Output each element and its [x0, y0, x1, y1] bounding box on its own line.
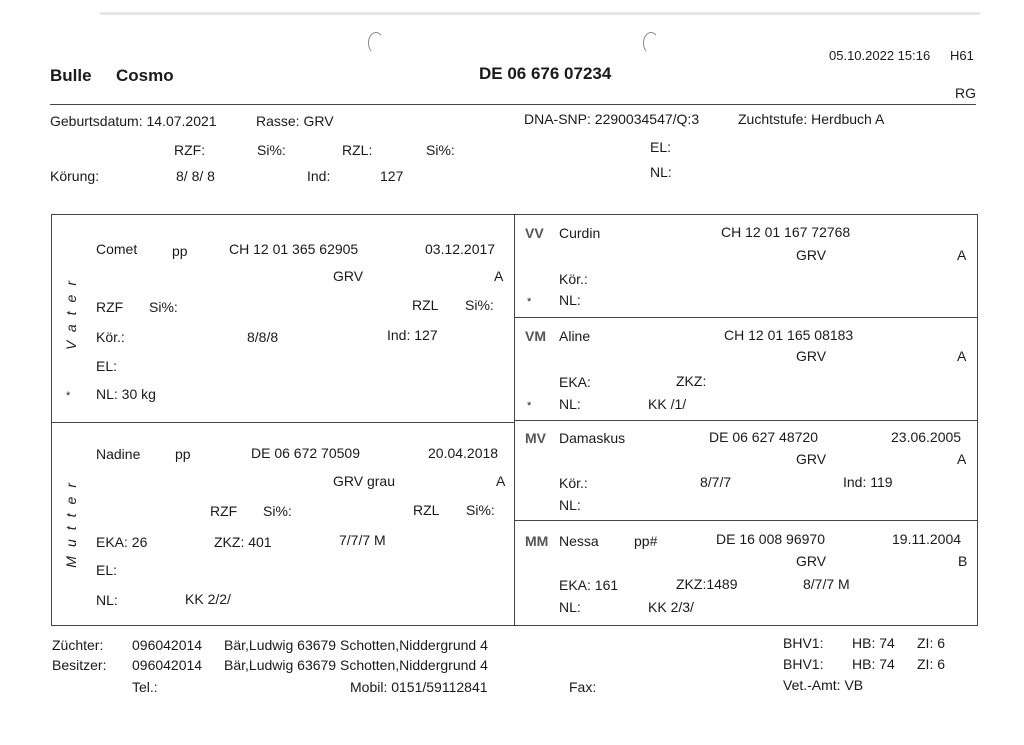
- mutter-name: Nadine: [96, 446, 141, 462]
- vm-name: Aline: [559, 328, 591, 344]
- ind-label: Ind:: [307, 168, 331, 184]
- vater-id: CH 12 01 365 62905: [229, 241, 359, 257]
- mutter-pp: pp: [175, 446, 191, 462]
- animal-name: Cosmo: [116, 66, 174, 85]
- zi-value-1: ZI: 6: [917, 635, 946, 651]
- mv-date: 23.06.2005: [891, 429, 962, 445]
- scan-edge-top: [100, 12, 980, 15]
- owner-label: Besitzer:: [52, 657, 107, 673]
- rzl-label: RZL:: [342, 142, 373, 158]
- vv-star: *: [527, 296, 532, 308]
- vv-id: CH 12 01 167 72768: [721, 224, 851, 240]
- owner-number: 096042014: [132, 657, 203, 673]
- si-label-2: Si%:: [426, 142, 455, 158]
- breeder-address: Bär,Ludwig 63679 Schotten,Niddergrund 4: [224, 637, 488, 653]
- mm-breed: GRV: [796, 553, 827, 569]
- vater-kor-label: Kör.:: [96, 329, 125, 345]
- mm-pp: pp#: [634, 533, 658, 549]
- mutter-kk: KK 2/2/: [185, 591, 231, 607]
- mv-grade: A: [957, 451, 967, 467]
- vm-nl: NL:: [559, 396, 581, 412]
- el-label: EL:: [650, 139, 672, 155]
- rzf-label: RZF:: [174, 142, 206, 158]
- vater-ind: Ind: 127: [387, 327, 438, 343]
- vm-id: CH 12 01 165 08183: [724, 327, 854, 343]
- vater-pp: pp: [172, 243, 188, 259]
- mv-id: DE 06 627 48720: [709, 429, 818, 445]
- mv-code: MV: [525, 430, 546, 446]
- si-label-1: Si%:: [257, 142, 286, 158]
- mutter-nl: NL:: [96, 592, 118, 608]
- mutter-side-label: Mutter: [63, 474, 79, 568]
- vater-el: EL:: [96, 358, 118, 374]
- mv-kor-label: Kör.:: [559, 475, 588, 491]
- mm-name: Nessa: [559, 533, 599, 549]
- mm-grade: B: [958, 553, 968, 569]
- vater-si-1: Si%:: [149, 299, 178, 315]
- mutter-date: 20.04.2018: [428, 445, 499, 461]
- phone-label: Tel.:: [132, 679, 158, 695]
- bhv1-label-2: BHV1:: [783, 656, 824, 672]
- mv-nl: NL:: [559, 497, 581, 513]
- mutter-si-1: Si%:: [263, 503, 292, 519]
- vv-nl: NL:: [559, 292, 581, 308]
- vm-breed: GRV: [796, 348, 827, 364]
- header-divider: [50, 104, 976, 105]
- vater-rzl: RZL: [412, 297, 439, 313]
- dna-snp: DNA-SNP: 2290034547/Q:3: [524, 111, 700, 127]
- vater-breed: GRV: [333, 268, 364, 284]
- vm-code: VM: [525, 328, 546, 344]
- mutter-id: DE 06 672 70509: [251, 445, 360, 461]
- vater-date: 03.12.2017: [425, 241, 496, 257]
- vater-si-2: Si%:: [465, 297, 494, 313]
- print-datetime: 05.10.2022 15:16: [829, 48, 931, 63]
- ind-value: 127: [380, 168, 404, 184]
- mm-code: MM: [525, 533, 549, 549]
- mobile: Mobil: 0151/59112841: [350, 679, 488, 695]
- hb-value-2: HB: 74: [852, 656, 895, 672]
- mm-id: DE 16 008 96970: [716, 531, 825, 547]
- punch-hole-left: [368, 32, 384, 54]
- mv-mm-divider: [514, 520, 978, 521]
- page-code: H61: [950, 48, 974, 63]
- vm-star: *: [527, 400, 532, 412]
- breeding-level: Zuchtstufe: Herdbuch A: [738, 111, 885, 127]
- zi-value-2: ZI: 6: [917, 656, 946, 672]
- mutter-score: 7/7/7 M: [339, 532, 386, 548]
- vm-grade: A: [957, 348, 967, 364]
- breeder-label: Züchter:: [52, 637, 104, 653]
- mutter-rzl: RZL: [413, 502, 440, 518]
- vater-grade: A: [494, 268, 504, 284]
- vv-vm-divider: [514, 317, 978, 318]
- breed-code: RG: [955, 85, 976, 101]
- mm-eka: EKA: 161: [559, 577, 619, 593]
- vater-side-label: Vater: [63, 272, 79, 350]
- vv-name: Curdin: [559, 225, 601, 241]
- bhv1-label-1: BHV1:: [783, 635, 824, 651]
- vm-kk: KK /1/: [648, 396, 687, 412]
- mv-breed: GRV: [796, 451, 827, 467]
- vater-kor-value: 8/8/8: [247, 329, 279, 345]
- mm-date: 19.11.2004: [892, 531, 962, 547]
- parents-divider: [51, 422, 514, 423]
- vm-eka: EKA:: [559, 374, 591, 390]
- mv-kor-value: 8/7/7: [700, 474, 732, 490]
- nl-label: NL:: [650, 164, 672, 180]
- mm-kk: KK 2/3/: [648, 599, 694, 615]
- animal-type: Bulle: [50, 66, 92, 85]
- vet-office: Vet.-Amt: VB: [783, 677, 864, 693]
- owner-address: Bär,Ludwig 63679 Schotten,Niddergrund 4: [224, 657, 488, 673]
- mm-nl: NL:: [559, 599, 581, 615]
- vater-nl: NL: 30 kg: [96, 386, 156, 402]
- vv-grade: A: [957, 247, 967, 263]
- breed: Rasse: GRV: [256, 113, 334, 129]
- vv-kor: Kör.:: [559, 271, 588, 287]
- vater-rzf: RZF: [96, 299, 124, 315]
- mutter-grade: A: [496, 473, 506, 489]
- mm-score: 8/7/7 M: [803, 576, 850, 592]
- koerung-value: 8/ 8/ 8: [176, 168, 215, 184]
- mv-name: Damaskus: [559, 430, 626, 446]
- vm-mv-divider: [514, 420, 978, 421]
- mutter-el: EL:: [96, 562, 118, 578]
- vv-code: VV: [525, 225, 544, 241]
- mv-ind: Ind: 119: [843, 474, 893, 490]
- mutter-breed: GRV grau: [333, 473, 395, 489]
- animal-id: DE 06 676 07234: [479, 64, 612, 83]
- vv-breed: GRV: [796, 247, 827, 263]
- hb-value-1: HB: 74: [852, 635, 895, 651]
- punch-hole-right: [643, 32, 659, 54]
- mutter-rzf: RZF: [210, 503, 238, 519]
- vm-zkz: ZKZ:: [676, 373, 707, 389]
- vater-name: Comet: [96, 241, 138, 257]
- mutter-eka: EKA: 26: [96, 534, 148, 550]
- mutter-zkz: ZKZ: 401: [214, 534, 272, 550]
- koerung-label: Körung:: [50, 168, 100, 184]
- vater-star: *: [66, 390, 71, 402]
- breeder-number: 096042014: [132, 637, 203, 653]
- mutter-si-2: Si%:: [466, 502, 495, 518]
- fax-label: Fax:: [569, 679, 597, 695]
- birth-date: Geburtsdatum: 14.07.2021: [50, 113, 217, 129]
- mm-zkz: ZKZ:1489: [676, 576, 738, 592]
